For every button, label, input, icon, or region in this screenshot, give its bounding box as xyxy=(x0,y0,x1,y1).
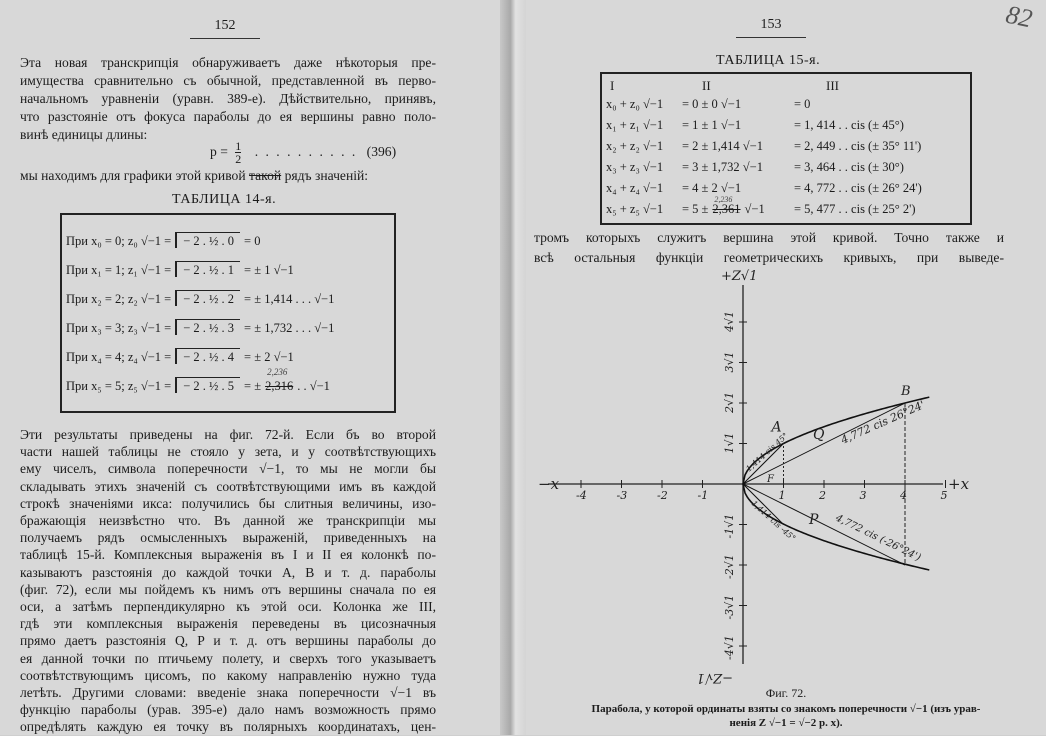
text-line: что разстояніе отъ фокуса параболы до ея вершины равно поло- xyxy=(20,109,436,124)
cell-col-2-prefix: = 5 ± xyxy=(682,202,709,216)
text-line: летѣть. Другими словами: введеніе знака поперечности √−1 въ xyxy=(20,685,436,700)
row-result: = ± xyxy=(244,379,262,393)
z-neg-label: −Z√1 xyxy=(696,670,733,685)
z-tick-label: -3√1 xyxy=(723,594,736,620)
cell-col-2: = 4 ± 2 √−1 xyxy=(682,181,742,195)
row-result: = ± 1,732 . . . √−1 xyxy=(244,321,335,335)
page-number: 152 xyxy=(190,18,260,39)
label-Q: Q xyxy=(813,427,825,443)
text-line: строкѣ значеніями икса: получились бы слитныя величины, изо- xyxy=(20,495,436,511)
fraction-denominator: 2 xyxy=(235,152,242,167)
text-line: таблицѣ 15-й. Комплексныя выраженія въ I и II ея колонкѣ по- xyxy=(20,547,436,563)
x-tick-label: -4 xyxy=(576,489,587,502)
table-row xyxy=(606,181,922,196)
x-pos-label: +x xyxy=(948,475,970,493)
text-segment: рядъ значеній: xyxy=(284,168,369,183)
handwritten-correction: 2,236 xyxy=(714,195,733,204)
text-line: бражающія неизвѣстно что. Въ данной же транскрипціи мы xyxy=(20,513,436,528)
label-P: P xyxy=(809,512,819,528)
row-result: = 0 xyxy=(244,234,261,248)
row-result: . . √−1 xyxy=(297,379,330,393)
ray-label-lower-small: 1,414 cis -45° xyxy=(749,498,798,543)
cell-col-2: = 1 ± 1 √−1 xyxy=(682,118,742,132)
point-label-A: A xyxy=(771,419,782,436)
row-lhs: При x₂ = 2; z₂ √−1 = xyxy=(66,292,172,306)
cell-col-2: = 3 ± 1,732 √−1 xyxy=(682,160,763,174)
cell-col-2 xyxy=(682,195,794,217)
x-tick-label: 5 xyxy=(940,489,948,502)
table-row xyxy=(66,348,294,366)
column-header: I xyxy=(610,78,615,93)
page-number: 153 xyxy=(736,17,806,38)
table-row xyxy=(606,195,916,217)
z-tick-label: 3√1 xyxy=(723,351,736,373)
x-tick-label: -1 xyxy=(697,489,709,502)
x-tick-label: 4 xyxy=(900,489,907,502)
formula-number: (396) xyxy=(366,144,397,159)
cell-col-1: x₅ + z₅ √−1 xyxy=(606,202,664,216)
row-result: = ± 2 √−1 xyxy=(244,350,294,364)
handwritten-correction: 2,236 xyxy=(267,367,288,377)
text-line: Эта новая транскрипція обнаруживаетъ даже нѣкоторыя пре- xyxy=(20,55,436,70)
table-row xyxy=(66,319,334,337)
text-line: начальномъ уравненіи (уравн. 389-е). Дѣйствительно, принявъ, xyxy=(20,91,436,106)
text-line: части нашей таблицы не стояло у зета, и у соотвѣтствующихъ xyxy=(20,444,436,460)
formula-lhs: p = xyxy=(210,144,228,159)
formula-dots: . . . . . . . . . . xyxy=(254,144,358,159)
figure-caption-line-2: ненія Z √−1 = √−2 p. x). xyxy=(729,717,843,729)
cell-col-2: = 2 ± 1,414 √−1 xyxy=(682,139,763,153)
z-pos-label: +Z√1 xyxy=(721,269,758,284)
table-row xyxy=(606,160,904,175)
text-line: прямо даетъ разстоянія Q, P и т. д. отъ вершины параболы до xyxy=(20,633,436,649)
z-tick-label: 4√1 xyxy=(723,310,736,332)
cell-col-1: x₃ + z₃ √−1 xyxy=(606,160,664,174)
row-lhs: При x₃ = 3; z₃ √−1 = xyxy=(66,321,172,335)
table-row xyxy=(606,118,904,133)
text-line: ея данной точки по птичьему полету, и сверхъ того указываетъ xyxy=(20,650,436,666)
x-tick-label: 1 xyxy=(778,489,786,502)
radical-expression: − 2 . ½ . 0 xyxy=(175,232,240,248)
cell-col-3: = 5, 477 . . cis (± 25° 2') xyxy=(794,202,916,216)
corrected-value xyxy=(712,195,741,217)
z-tick-label: -2√1 xyxy=(723,554,736,579)
struck-value: 2,361 xyxy=(712,202,741,216)
struck-word: такой xyxy=(249,168,282,183)
column-header: III xyxy=(826,78,839,93)
cell-col-3: = 1, 414 . . cis (± 45°) xyxy=(794,118,904,132)
text-line: ему чиселъ, символа поперечности √−1, то мы не могли бы xyxy=(20,461,436,477)
table-14-title: ТАБЛИЦА 14-я. xyxy=(172,192,277,207)
cell-col-3: = 0 xyxy=(794,97,811,111)
table-row xyxy=(66,290,334,308)
ray-label-lower: 4,772 cis (-26°24') xyxy=(833,512,923,564)
text-line: соотвѣтствующимъ цисомъ, по какому направленію нужно туда xyxy=(20,667,436,683)
text-line: функцію параболы (урав. 395-е) дало намъ возможность прямо xyxy=(20,702,436,718)
figure-caption-line-1: Парабола, у которой ординаты взяты со знакомъ поперечности √−1 (изъ урав- xyxy=(591,703,981,715)
formula-396 xyxy=(210,139,396,165)
x-tick-label: -3 xyxy=(616,489,628,502)
radical-expression: − 2 . ½ . 1 xyxy=(175,261,240,277)
cell-col-3: = 4, 772 . . cis (± 26° 24') xyxy=(794,181,922,195)
text-line: получаемъ рядъ осмысленныхъ выраженій, приведенныхъ на xyxy=(20,530,436,546)
row-lhs: При x₀ = 0; z₀ √−1 = xyxy=(66,234,172,248)
text-line: гдѣ эти комплексныя выраженія переведены въ цисозначныя xyxy=(20,616,436,632)
radical-expression: − 2 . ½ . 4 xyxy=(175,348,240,364)
corrected-value xyxy=(265,367,294,395)
column-header: II xyxy=(702,78,711,93)
text-line: тромъ которыхъ служитъ вершина этой кривой. Точно также и xyxy=(534,230,1004,245)
handwritten-mark: 82 xyxy=(1003,0,1035,34)
cell-col-2-suffix: √−1 xyxy=(744,202,765,216)
text-line: винѣ единицы длины: xyxy=(20,127,148,142)
cell-col-1: x₀ + z₀ √−1 xyxy=(606,97,664,111)
cell-col-3: = 3, 464 . . cis (± 30°) xyxy=(794,160,904,174)
table-row xyxy=(606,97,810,112)
struck-value: 2,316 xyxy=(265,379,294,393)
row-lhs: При x₅ = 5; z₅ √−1 = xyxy=(66,379,172,393)
right-page xyxy=(526,0,1046,735)
x-tick-label: 3 xyxy=(859,489,867,502)
z-tick-label: 1√1 xyxy=(723,432,736,454)
cell-col-3: = 2, 449 . . cis (± 35° 11') xyxy=(794,139,922,153)
row-lhs: При x₄ = 4; z₄ √−1 = xyxy=(66,350,172,364)
x-neg-label: −x xyxy=(538,475,560,493)
text-line: имущества сравнительно съ обычной, представленной въ перво- xyxy=(20,73,436,88)
text-line: оси, а затѣмъ перпендикулярно къ этой оси. Колонка же III, xyxy=(20,599,436,614)
fraction-numerator: 1 xyxy=(235,139,242,154)
table-15-title: ТАБЛИЦА 15-я. xyxy=(716,53,821,68)
cell-col-1: x₄ + z₄ √−1 xyxy=(606,181,664,195)
x-tick-label: -2 xyxy=(657,489,668,502)
ray-label-A: 1,414 cis 45° xyxy=(744,431,790,474)
text-line: Эти результаты приведены на фиг. 72-й. Если бъ во второй xyxy=(20,427,436,442)
z-tick-label: -1√1 xyxy=(723,513,736,539)
radical-expression: − 2 . ½ . 3 xyxy=(175,319,240,335)
radical-expression: − 2 . ½ . 2 xyxy=(175,290,240,306)
text-line: всѣ остальныя функціи геометрическихъ кривыхъ, при выведе- xyxy=(534,250,1004,265)
point-label-B: B xyxy=(901,384,911,399)
focus-label: F xyxy=(767,474,774,485)
ray-label-B: 4,772 cis 26°24' xyxy=(838,398,927,447)
z-tick-label: -4√1 xyxy=(723,635,736,660)
row-result: = ± 1 √−1 xyxy=(244,263,294,277)
figure-caption-title: Фиг. 72. xyxy=(765,686,807,700)
left-page xyxy=(0,0,505,735)
table-row xyxy=(66,232,260,250)
table-row xyxy=(606,139,921,154)
row-lhs: При x₁ = 1; z₁ √−1 = xyxy=(66,263,172,277)
table-row xyxy=(66,367,330,395)
text-line: складывать этихъ значеній съ соотвѣтствующими имъ въ каждой xyxy=(20,478,436,494)
figure-72-parabola xyxy=(526,265,1046,685)
book-gutter xyxy=(500,0,526,735)
table-row xyxy=(66,261,294,279)
z-tick-label: 2√1 xyxy=(723,391,736,413)
cell-col-1: x₂ + z₂ √−1 xyxy=(606,139,664,153)
text-line xyxy=(20,167,368,185)
x-tick-label: 2 xyxy=(819,489,826,502)
text-line: опредѣлять каждую ея точку въ полярныхъ координатахъ, цен- xyxy=(20,719,436,735)
text-line: казываютъ разстоянія до каждой точки A, B и т. д. параболы xyxy=(20,564,436,580)
cell-col-2: = 0 ± 0 √−1 xyxy=(682,97,742,111)
radical-expression: − 2 . ½ . 5 xyxy=(175,377,240,393)
text-line: (фиг. 72), если мы пойдемъ къ нимъ отъ вершины сначала по ея xyxy=(20,581,436,597)
radius-vector xyxy=(743,403,905,484)
row-result: = ± 1,414 . . . √−1 xyxy=(244,292,335,306)
text-segment: мы находимъ для графики этой кривой xyxy=(20,168,246,183)
cell-col-1: x₁ + z₁ √−1 xyxy=(606,118,664,132)
